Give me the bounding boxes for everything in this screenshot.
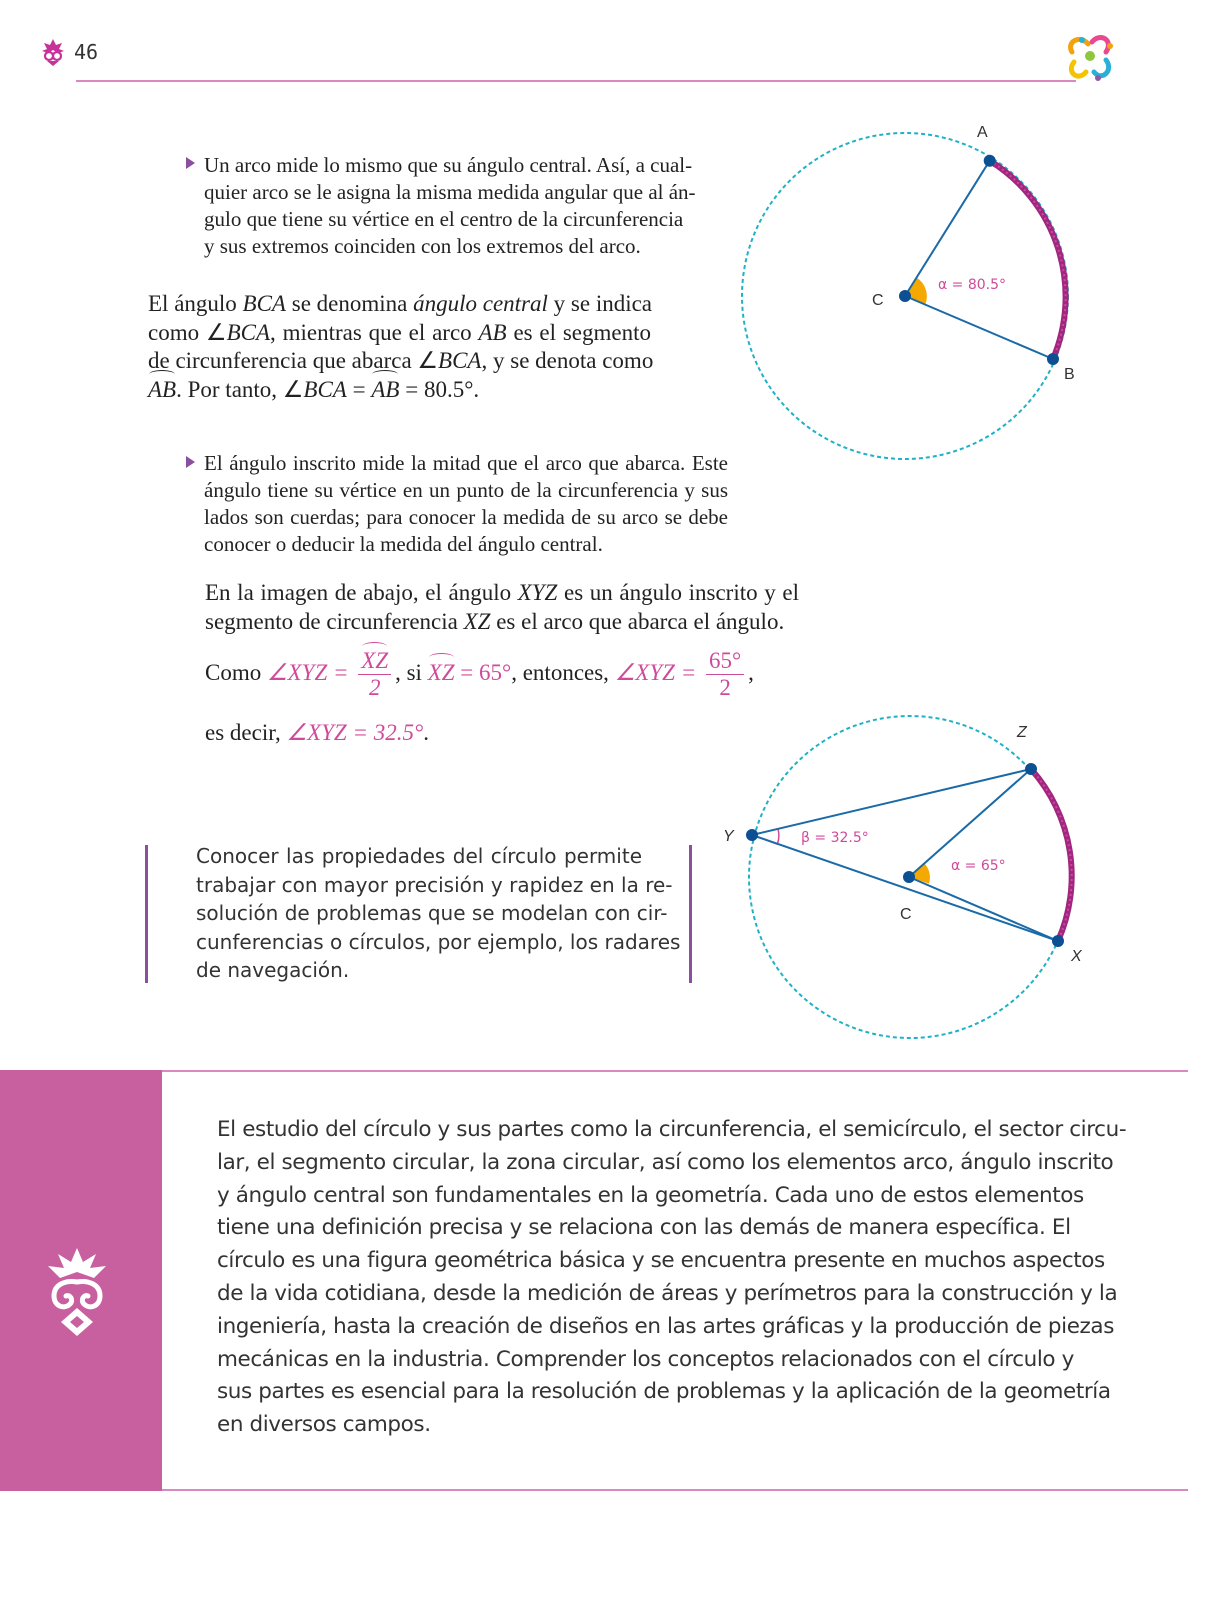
text-span: AB [148, 376, 176, 405]
point-a [984, 155, 996, 167]
text-span: ∠XYZ = [266, 659, 349, 685]
header-rule [76, 80, 1076, 82]
text-span: círculo es una figura geométrica básica y se encuentra presente en muchos aspectos [217, 1248, 1105, 1274]
text-span: y se indica [547, 291, 653, 316]
arc-xz [1031, 769, 1072, 941]
text-span: BCA [303, 376, 347, 402]
text-span: El ángulo [148, 291, 243, 316]
note-right-bar [689, 845, 692, 983]
point-c [899, 290, 911, 302]
text-span: ∠XYZ = [614, 659, 697, 685]
text-span: lar, el segmento circular, la zona circular, así como los elementos arco, ángulo inscrito [217, 1149, 1114, 1175]
band-rule-bottom [162, 1489, 1188, 1491]
text-span: XYZ [517, 580, 558, 605]
text-span: 65° [706, 648, 744, 675]
note-text [196, 842, 681, 985]
text-span: Conocer las propiedades del círculo permite [196, 844, 642, 868]
point-b [1047, 353, 1059, 365]
text-span: AB [478, 319, 507, 345]
arc-ab [990, 161, 1066, 359]
text-span: en diversos campos. [217, 1412, 431, 1438]
point-x [1052, 935, 1064, 947]
radius-cx [909, 877, 1058, 941]
header-flower-icon [40, 38, 66, 66]
text-span: , entonces, [511, 659, 609, 685]
angle-alpha-label: α = 65° [951, 858, 1006, 874]
closing-paragraph [217, 1114, 1127, 1442]
text-span: de navegación. [196, 958, 350, 982]
text-line: gulo que tiene su vértice en el centro de la circunferencia [204, 207, 684, 231]
label-z: Z [1017, 724, 1027, 741]
chord-yz [752, 769, 1031, 835]
text-span: como ∠ [148, 319, 227, 345]
central-angle-figure [730, 115, 1090, 475]
text-span: BCA [226, 319, 271, 345]
bullet-marker [186, 157, 195, 169]
label-y: Y [723, 828, 734, 845]
text-line: El ángulo inscrito mide la mitad que el arco que abarca. Este [204, 451, 728, 475]
text-span: ángulo central [413, 291, 548, 316]
text-span: = [346, 376, 372, 402]
text-span: tiene una definición precisa y se relaciona con las demás de manera específica. El [217, 1215, 1071, 1241]
text-span: , y se denota como [481, 348, 654, 373]
central-angle-paragraph [148, 290, 654, 404]
text-span: El estudio del círculo y sus partes como la circunferencia, el semicírculo, el sector circu- [217, 1117, 1127, 1142]
text-span: segmento de circunferencia [205, 608, 464, 634]
text-span: y ángulo central son fundamentales en la geometría. Cada uno de estos elementos [217, 1182, 1084, 1208]
header-logo-icon [1062, 32, 1118, 84]
text-span: 2 [368, 675, 381, 700]
text-line: y sus extremos coinciden con los extremos del arco. [204, 234, 641, 258]
text-span: ingeniería, hasta la creación de diseños en las artes gráficas y la producción de piezas [217, 1313, 1115, 1339]
point-z [1025, 763, 1037, 775]
text-line: lados son cuerdas; para conocer la medida de su arco se debe [204, 505, 728, 529]
text-span: . Por tanto, ∠ [176, 376, 304, 402]
point-y [746, 829, 758, 841]
inscribed-angle-figure [715, 705, 1095, 1050]
label-x: X [1071, 948, 1082, 965]
inscribed-angle-paragraph [205, 579, 799, 636]
text-span: Como [205, 659, 262, 685]
fraction-xz-over-2 [358, 648, 391, 701]
fraction-65-over-2 [706, 648, 744, 701]
label-c: C [900, 906, 912, 923]
label-b: B [1064, 366, 1075, 383]
label-a: A [977, 124, 988, 141]
bullet-arc-central [204, 152, 696, 260]
text-span: de circunferencia que abarca ∠ [148, 348, 439, 373]
text-span: 2 [719, 675, 731, 700]
text-span: es decir, [205, 720, 281, 745]
decorative-flower-icon [44, 1248, 110, 1336]
formula-line [205, 648, 754, 701]
text-span: es el arco que abarca el ángulo. [490, 608, 785, 634]
page-number: 46 [74, 40, 99, 64]
text-span: BCA [438, 348, 482, 373]
point-c [903, 871, 915, 883]
band-rule-top [162, 1070, 1188, 1072]
text-span: , si [395, 659, 422, 685]
text-span: solución de problemas que se modelan con cir- [196, 901, 668, 925]
text-line: ángulo tiene su vértice en un punto de la circunferencia y sus [204, 478, 728, 502]
note-left-bar [145, 845, 148, 983]
chord-yx [752, 835, 1058, 941]
text-span: XZ [361, 648, 389, 673]
text-span: XZ [463, 608, 491, 634]
text-span: . [423, 720, 429, 745]
text-span: AB [371, 376, 399, 405]
text-span: se denomina [286, 291, 414, 316]
text-span: ∠XYZ = 32.5° [286, 720, 424, 745]
radius-ca [905, 161, 990, 296]
angle-beta-label: β = 32.5° [801, 830, 869, 846]
text-span: mecánicas en la industria. Comprender los conceptos relacionados con el círculo y [217, 1346, 1074, 1372]
text-span: = 65° [454, 659, 512, 685]
text-span: de la vida cotidiana, desde la medición de áreas y perímetros para la construcción y la [217, 1280, 1118, 1306]
text-span: es el segmento [506, 319, 652, 345]
text-span: sus partes es esencial para la resolución de problemas y la aplicación de la geometría [217, 1379, 1111, 1405]
text-span: , [748, 659, 754, 685]
label-c: C [872, 292, 884, 309]
text-span: trabajar con mayor precisión y rapidez en la re- [196, 872, 673, 897]
radius-cb [905, 296, 1053, 359]
text-span: XZ [428, 659, 455, 688]
text-span: BCA [242, 291, 286, 316]
text-span: cunferencias o círculos, por ejemplo, los radares [196, 929, 681, 954]
text-line: quier arco se le asigna la misma medida angular que al án- [204, 180, 696, 204]
text-line: Un arco mide lo mismo que su ángulo central. Así, a cual- [204, 153, 693, 177]
text-span: = 80.5°. [399, 376, 480, 402]
bullet-inscribed-angle [204, 450, 728, 558]
formula-result-line [205, 719, 429, 748]
text-span: , mientras que el arco [270, 319, 479, 345]
angle-label: α = 80.5° [938, 277, 1007, 293]
bullet-marker [186, 456, 195, 468]
text-span: es un ángulo inscrito y el [557, 580, 799, 605]
text-line: conocer o deducir la medida del ángulo central. [204, 532, 603, 556]
text-span: En la imagen de abajo, el ángulo [205, 580, 518, 605]
